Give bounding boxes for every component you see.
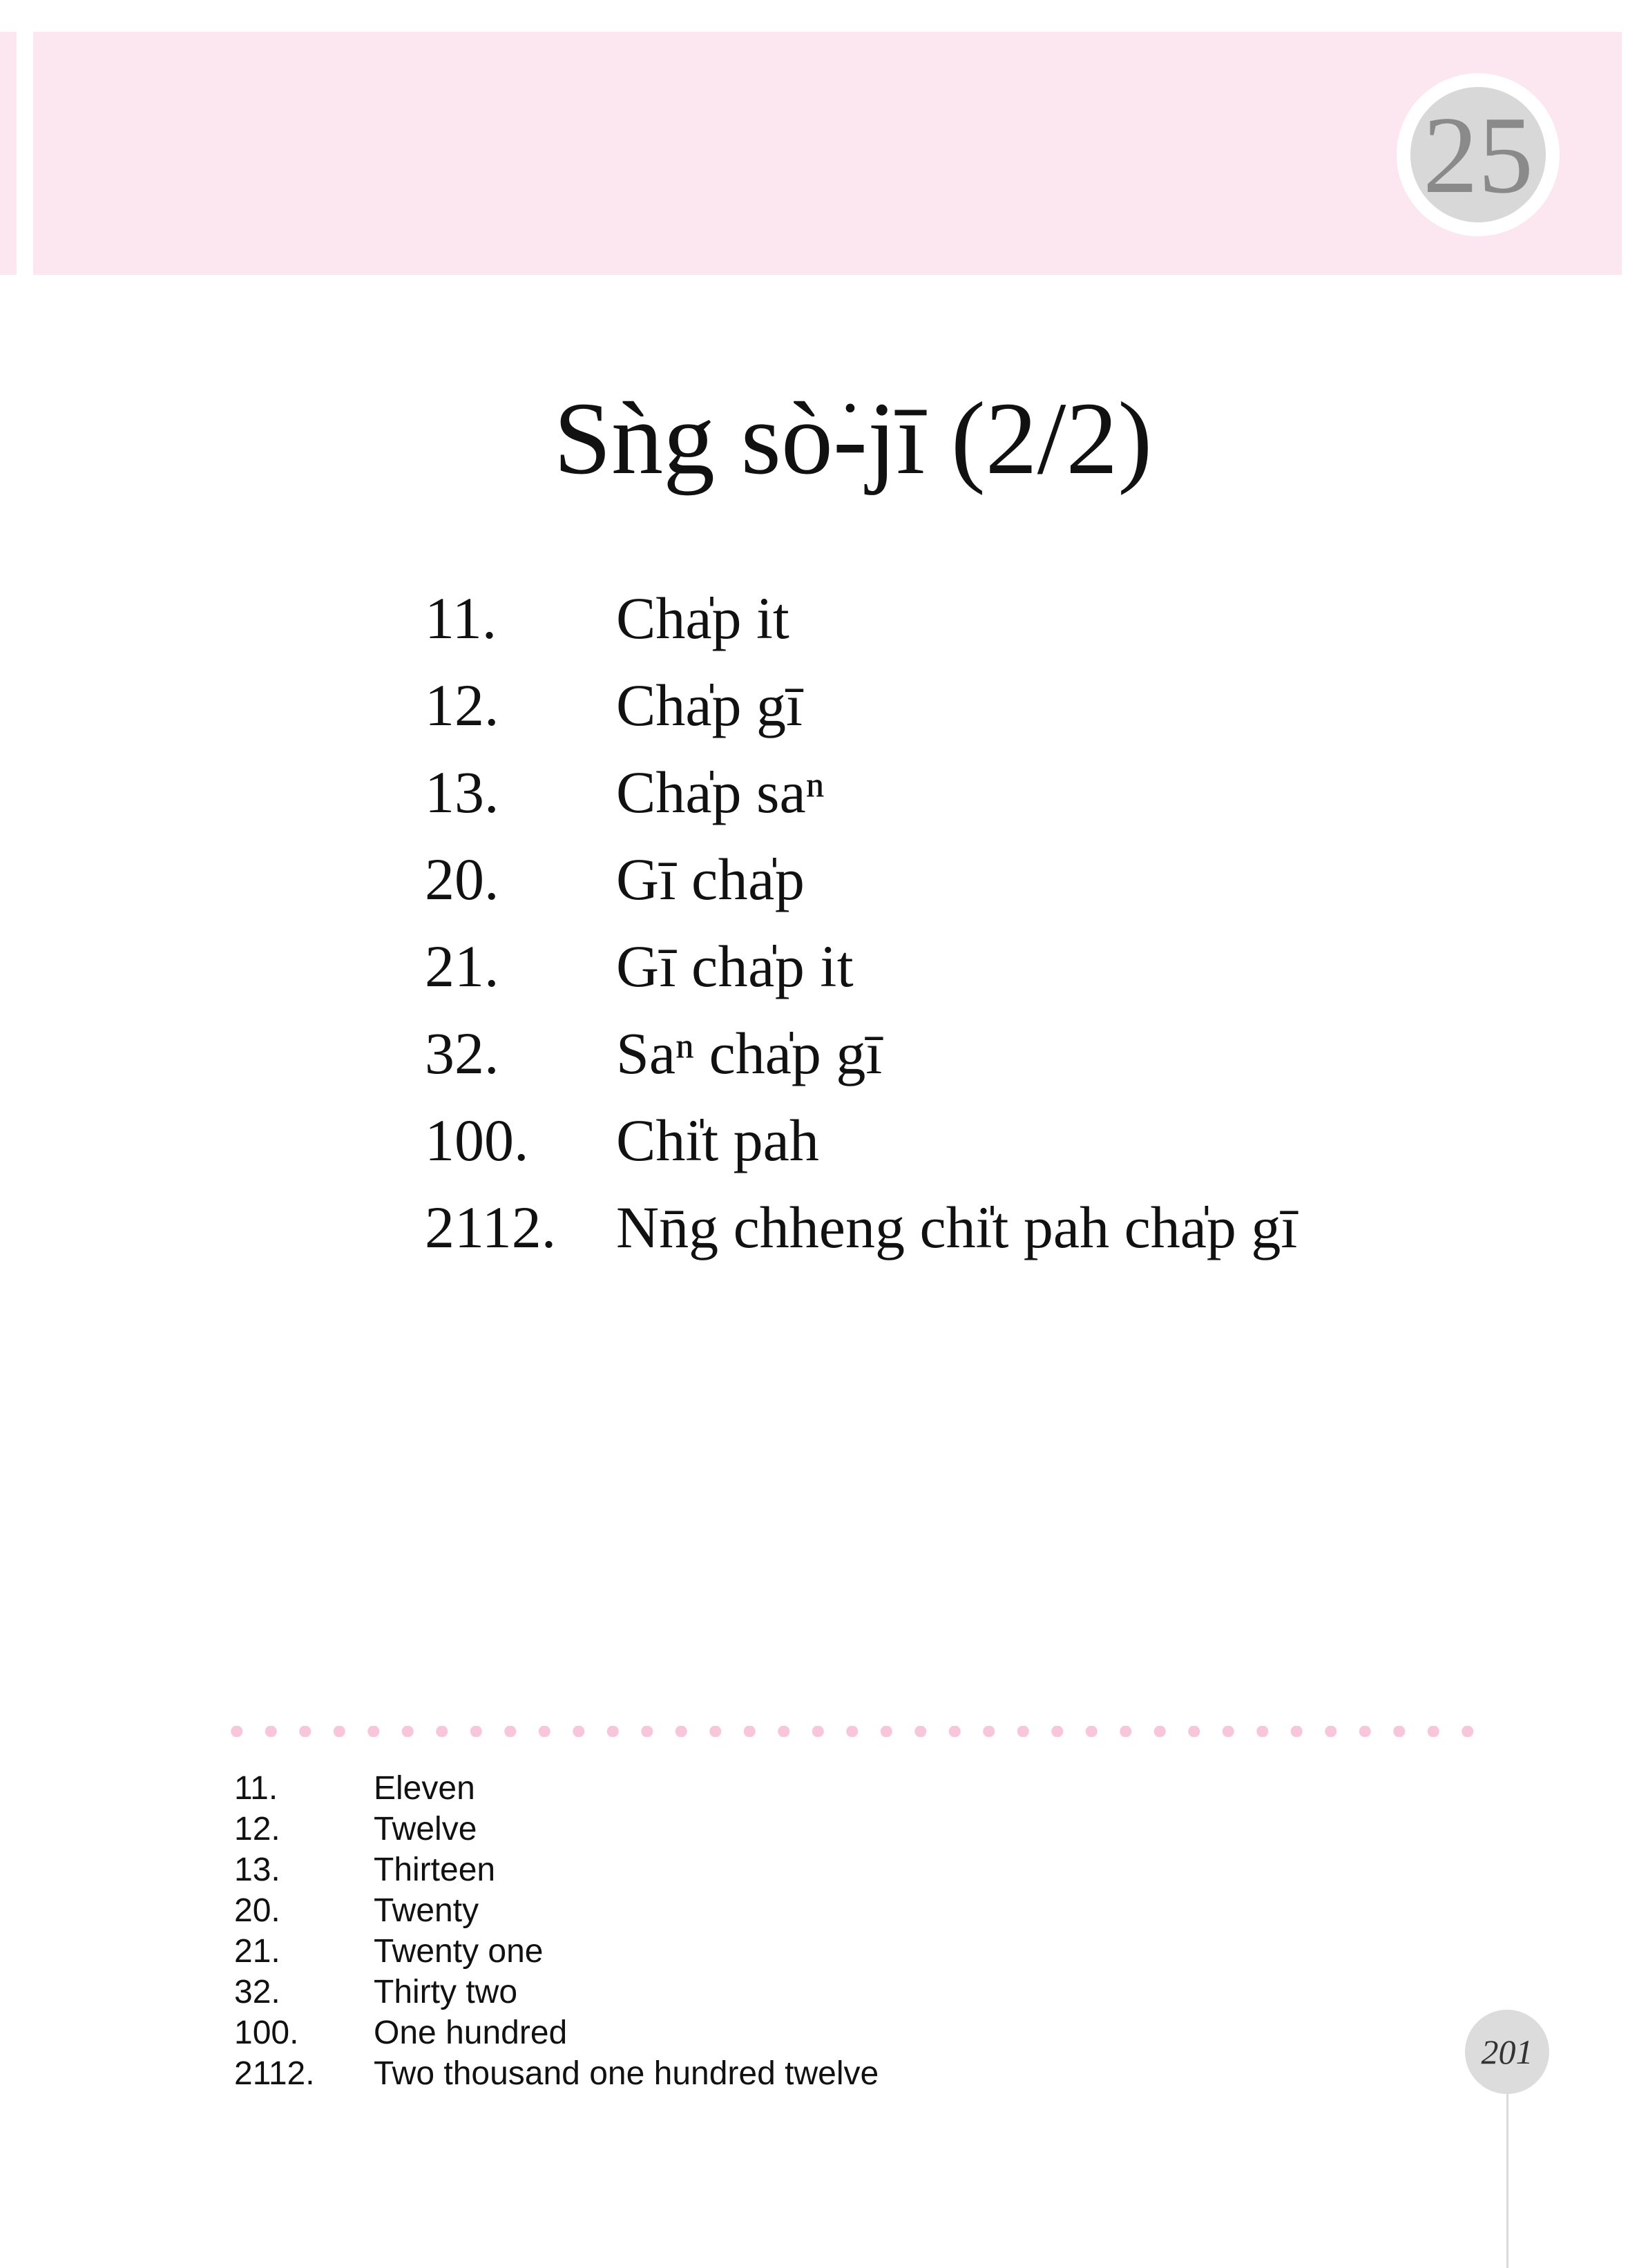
- translation-number: 12.: [234, 1811, 280, 1847]
- translation-number: 32.: [234, 1974, 280, 2010]
- translation-text: Thirty two: [374, 1974, 518, 2010]
- number-word: Chi̍t pah: [616, 1107, 819, 1173]
- translation-number: 21.: [234, 1933, 280, 1970]
- number-word: Nn̄g chheng chi̍t pah cha̍p gī: [616, 1194, 1298, 1260]
- number-row: [425, 1015, 1297, 1102]
- translation-row: [234, 1931, 879, 1972]
- chapter-number: 25: [1410, 87, 1546, 222]
- translation-text: Two thousand one hundred twelve: [374, 2055, 879, 2092]
- number-row: [425, 1102, 1297, 1189]
- number-label: 21.: [425, 933, 499, 999]
- header-side-strip: [0, 32, 17, 275]
- translation-number: 2112.: [234, 2055, 315, 2092]
- translation-row: [234, 1890, 879, 1931]
- number-row: [425, 928, 1297, 1015]
- number-word: Gī cha̍p: [616, 846, 805, 912]
- number-row: [425, 1189, 1297, 1276]
- number-word: Saⁿ cha̍p gī: [616, 1020, 883, 1086]
- number-label: 20.: [425, 846, 499, 912]
- number-label: 100.: [425, 1107, 529, 1173]
- page-title: Sǹg sò͘-jī (2/2): [553, 381, 1153, 496]
- page-number-stem: [1506, 2094, 1508, 2268]
- translation-text: One hundred: [374, 2015, 568, 2051]
- translation-list: [234, 1768, 879, 2094]
- translation-row: [234, 2012, 879, 2053]
- number-word: Cha̍p saⁿ: [616, 759, 825, 825]
- number-row: [425, 667, 1297, 754]
- translation-text: Twelve: [374, 1811, 477, 1847]
- chapter-badge: [1397, 73, 1560, 236]
- translation-row: [234, 2053, 879, 2094]
- translation-row: [234, 1849, 879, 1890]
- translation-row: [234, 1768, 879, 1809]
- dotted-divider: [220, 1726, 1477, 1737]
- translation-row: [234, 1809, 879, 1849]
- translation-row: [234, 1972, 879, 2012]
- number-label: 2112.: [425, 1194, 557, 1260]
- translation-number: 100.: [234, 2015, 299, 2051]
- number-word: Cha̍p it: [616, 585, 789, 651]
- number-label: 12.: [425, 672, 499, 738]
- numbers-list: [425, 580, 1297, 1276]
- number-row: [425, 841, 1297, 928]
- number-label: 32.: [425, 1020, 499, 1086]
- number-row: [425, 754, 1297, 841]
- page-number: 201: [1465, 2010, 1549, 2094]
- chapter-header: [33, 32, 1622, 275]
- translation-number: 11.: [234, 1770, 278, 1807]
- number-label: 13.: [425, 759, 499, 825]
- translation-text: Twenty one: [374, 1933, 544, 1970]
- number-word: Cha̍p gī: [616, 672, 803, 738]
- translation-text: Thirteen: [374, 1852, 496, 1888]
- number-word: Gī cha̍p it: [616, 933, 854, 999]
- number-label: 11.: [425, 585, 497, 651]
- translation-text: Twenty: [374, 1892, 479, 1929]
- number-row: [425, 580, 1297, 667]
- translation-number: 20.: [234, 1892, 280, 1929]
- translation-text: Eleven: [374, 1770, 475, 1807]
- translation-number: 13.: [234, 1852, 280, 1888]
